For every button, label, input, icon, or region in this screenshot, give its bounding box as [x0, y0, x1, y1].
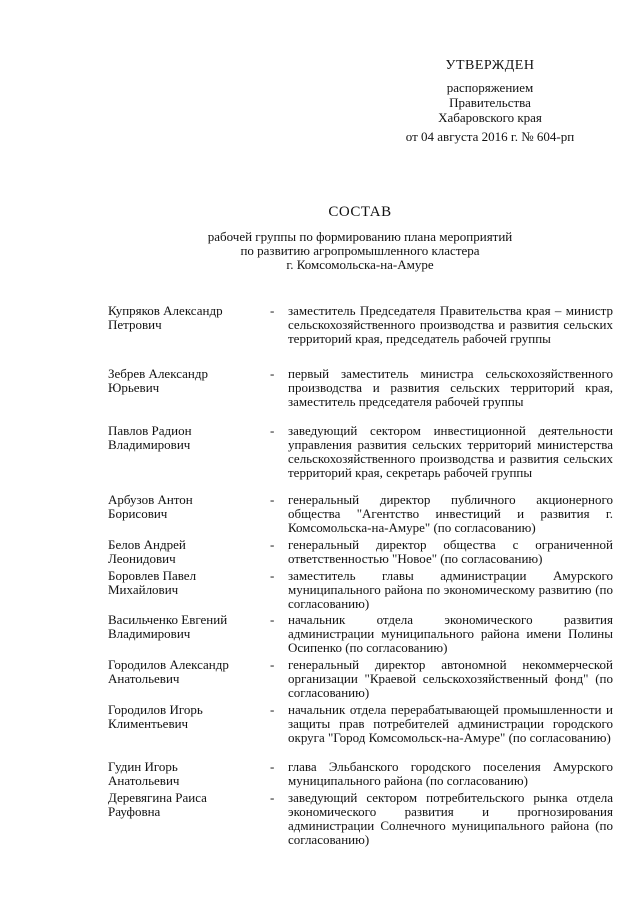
approval-line-1: распоряжением — [446, 80, 534, 95]
member-name: Купряков Александр Петрович — [108, 303, 223, 332]
member-name: Городилов Игорь Климентьевич — [108, 702, 203, 731]
member-name: Васильченко Евгений Владимирович — [108, 612, 228, 641]
approval-line-3: Хабаровского края — [438, 110, 542, 125]
member-row — [108, 367, 613, 424]
member-row — [108, 613, 613, 658]
approval-line-2: Правительства — [449, 95, 531, 110]
member-position: генеральный директор автономной некоммерческой организации "Краевой сельскохозяйственный фонд" (по согласованию) — [288, 657, 613, 700]
member-position: начальник отдела экономического развития администрации муниципального района имени Полины Осипенко (по согласованию) — [288, 612, 613, 655]
approval-stamp — [400, 58, 580, 144]
member-dash: - — [270, 537, 275, 552]
member-position: начальник отдела перерабатывающей промышленности и защиты прав потребителей администрации городского округа "Город Комсомольск-на-Амуре" (по согласованию) — [288, 702, 613, 745]
member-position: заведующий сектором инвестиционной деятельности управления развития сельских территорий министерства сельскохозяйственного производства и развития сельских территорий края, секретарь рабочей группы — [288, 423, 613, 480]
member-dash: - — [270, 492, 275, 507]
member-row — [108, 658, 613, 703]
member-position: заместитель Председателя Правительства края – министр сельскохозяйственного производства и развития сельских территорий края, председатель рабочей группы — [288, 303, 613, 346]
member-dash: - — [270, 657, 275, 672]
member-row — [108, 569, 613, 613]
member-row — [108, 760, 613, 791]
member-position: заместитель главы администрации Амурского муниципального района по экономическому развитию (по согласованию) — [288, 568, 613, 611]
member-row — [108, 791, 613, 851]
member-name: Гудин Игорь Анатольевич — [108, 759, 180, 788]
order-date: от 04 августа 2016 г. № 604-рп — [405, 129, 575, 144]
title-line-1: рабочей группы по формированию плана мероприятий — [207, 229, 513, 244]
member-position: генеральный директор публичного акционерного общества "Агентство инвестиций и развития г. Комсомольска-на-Амуре" (по согласованию) — [288, 492, 613, 535]
title-line-3: г. Комсомольска-на-Амуре — [286, 257, 434, 272]
member-row — [108, 304, 613, 367]
member-list — [108, 304, 613, 851]
member-name: Павлов Радион Владимирович — [108, 423, 192, 452]
document-title — [100, 204, 620, 272]
member-row — [108, 424, 613, 493]
member-name: Арбузов Антон Борисович — [108, 492, 193, 521]
member-row — [108, 493, 613, 538]
member-name: Деревягина Раиса Рауфовна — [108, 790, 207, 819]
member-position: первый заместитель министра сельскохозяйственного производства и развития сельских территорий края, заместитель председателя рабочей группы — [288, 366, 613, 409]
member-position: генеральный директор общества с ограниченной ответственностью "Новое" (по согласованию) — [288, 537, 613, 566]
title-line-2: по развитию агропромышленного кластера — [240, 243, 480, 258]
member-row — [108, 703, 613, 760]
member-dash: - — [270, 790, 275, 805]
member-dash: - — [270, 366, 275, 381]
approved-label: УТВЕРЖДЕН — [445, 58, 535, 73]
member-name: Белов Андрей Леонидович — [108, 537, 186, 566]
member-position: глава Эльбанского городского поселения Амурского муниципального района (по согласованию) — [288, 759, 613, 788]
member-dash: - — [270, 702, 275, 717]
member-dash: - — [270, 759, 275, 774]
member-dash: - — [270, 303, 275, 318]
member-position: заведующий сектором потребительского рынка отдела экономического развития и прогнозирования администрации Солнечного муниципального района (по согласованию) — [288, 790, 613, 847]
title-heading: СОСТАВ — [328, 204, 392, 220]
member-name: Зебрев Александр Юрьевич — [108, 366, 208, 395]
member-dash: - — [270, 612, 275, 627]
member-dash: - — [270, 568, 275, 583]
member-name: Городилов Александр Анатольевич — [108, 657, 229, 686]
member-row — [108, 538, 613, 569]
member-dash: - — [270, 423, 275, 438]
member-name: Боровлев Павел Михайлович — [108, 568, 197, 597]
